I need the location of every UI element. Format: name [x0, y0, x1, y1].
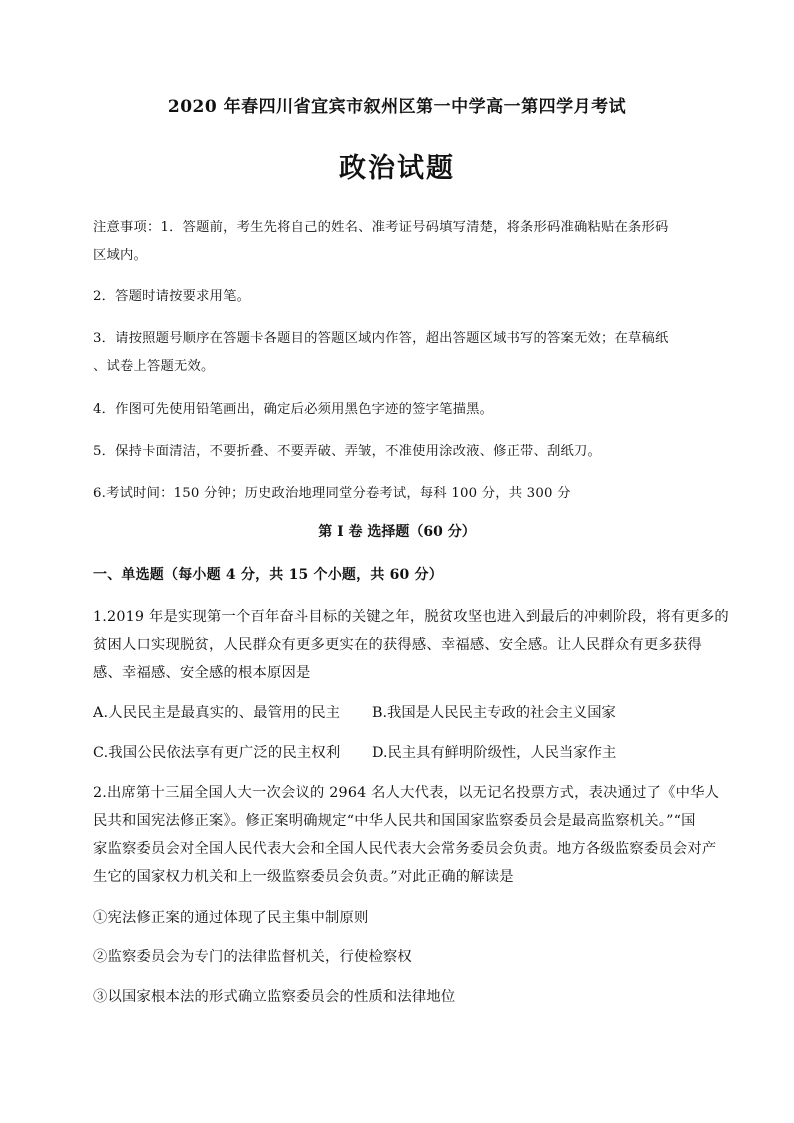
- notice-line-6: 6.考试时间：150 分钟；历史政治地理同堂分卷考试，每科 100 分，共 300 分: [93, 486, 571, 501]
- notice-line-4: 4．作图可先使用铅笔画出，确定后必须用黑色字迹的签字笔描黑。: [93, 402, 494, 417]
- q2-line-2: 民共和国宪法修正案》。修正案明确规定“中华人民共和国国家监察委员会是最高监察机关。”“国: [93, 813, 696, 829]
- q1-option-c: C.我国公民依法享有更广泛的民主权利: [93, 745, 341, 761]
- notice-line-1: 注意事项：1．答题前，考生先将自己的姓名、准考证号码填写清楚，将条形码准确粘贴在条形码: [93, 220, 669, 235]
- q1-line-3: 感、幸福感、安全感的根本原因是: [93, 665, 311, 681]
- notice-line-2: 2．答题时请按要求用笔。: [93, 289, 251, 304]
- notice-line-5: 5．保持卡面清洁，不要折叠、不要弄破、弄皱，不准使用涂改液、修正带、刮纸刀。: [93, 444, 602, 459]
- q2-line-3: 家监察委员会对全国人民代表大会和全国人民代表大会常务委员会负责。地方各级监察委员会对产: [93, 841, 717, 857]
- notice-line-1b: 区域内。: [93, 248, 147, 263]
- q2-item-3: ③以国家根本法的形式确立监察委员会的性质和法律地位: [93, 989, 456, 1005]
- q1-option-b: B.我国是人民民主专政的社会主义国家: [372, 705, 616, 721]
- q2-line-4: 生它的国家权力机关和上一级监察委员会负责。”对此正确的解读是: [93, 869, 514, 885]
- section-subtitle: 一、单选题（每小题 4 分，共 15 个小题，共 60 分）: [93, 567, 443, 583]
- q1-option-a: A.人民民主是最真实的、最管用的民主: [93, 705, 341, 721]
- section-title: 第 I 卷 选择题（60 分）: [318, 524, 476, 540]
- q1-line-1: 1.2019 年是实现第一个百年奋斗目标的关键之年，脱贫攻坚也进入到最后的冲刺阶段，将有更多的: [93, 609, 729, 625]
- q2-line-1: 2.出席第十三届全国人大一次会议的 2964 名人大代表，以无记名投票方式，表决通过了《中华人: [93, 785, 720, 801]
- notice-line-3b: 、试卷上答题无效。: [93, 359, 215, 374]
- notice-line-3: 3．请按照题号顺序在答题卡各题目的答题区域内作答，超出答题区域书写的答案无效；在草稿纸: [93, 331, 669, 346]
- q1-line-2: 贫困人口实现脱贫，人民群众有更多更实在的获得感、幸福感、安全感。让人民群众有更多获得: [93, 637, 702, 653]
- q1-option-d: D.民主具有鲜明阶级性，人民当家作主: [372, 745, 617, 761]
- q2-item-1: ①宪法修正案的通过体现了民主集中制原则: [93, 910, 369, 926]
- exam-title: 2020 年春四川省宜宾市叙州区第一中学高一第四学月考试: [167, 97, 627, 117]
- subject-title: 政治试题: [339, 153, 455, 184]
- q2-item-2: ②监察委员会为专门的法律监督机关，行使检察权: [93, 949, 412, 965]
